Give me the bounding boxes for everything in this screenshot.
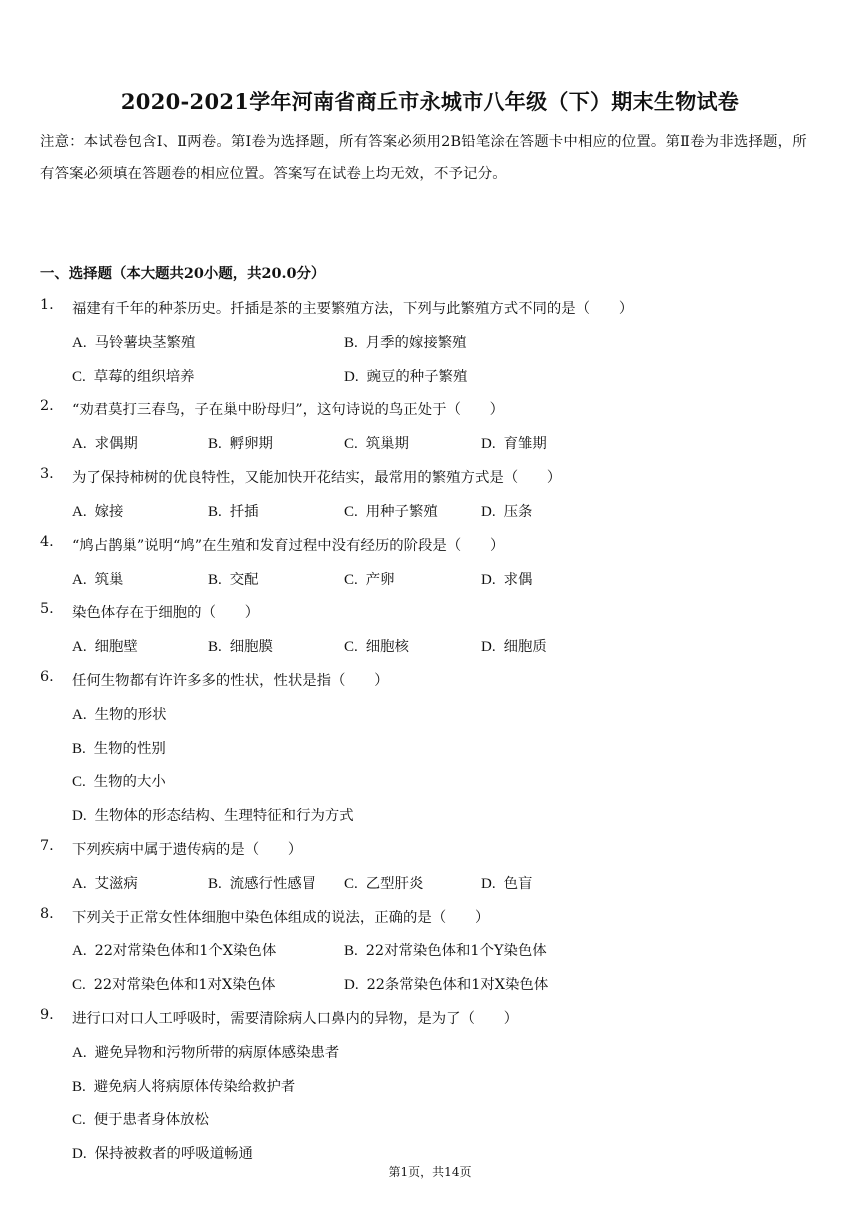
option-b: B. 避免病人将病原体传染给救护者 bbox=[72, 1079, 296, 1095]
option-c: C. 筑巢期 bbox=[344, 436, 409, 452]
question-stem: 进行口对口人工呼吸时，需要清除病人口鼻内的异物，是为了（ ） bbox=[72, 1011, 519, 1027]
option-a: A. 细胞壁 bbox=[72, 639, 138, 655]
option-d: D. 压条 bbox=[481, 504, 533, 520]
question-stem: “劝君莫打三春鸟，子在巢中盼母归”，这句诗说的鸟正处于（ ） bbox=[72, 402, 505, 418]
exam-title: 2020-2021学年河南省商丘市永城市八年级（下）期末生物试卷 bbox=[120, 89, 740, 114]
option-b: B. 月季的嫁接繁殖 bbox=[344, 335, 467, 351]
question-stem: 福建有千年的种茶历史。扦插是茶的主要繁殖方法，下列与此繁殖方式不同的是（ ） bbox=[72, 301, 634, 317]
question-number: 1. bbox=[40, 297, 54, 313]
option-c: C. 细胞核 bbox=[344, 639, 409, 655]
question-number: 6. bbox=[40, 669, 54, 685]
question-number: 7. bbox=[40, 838, 54, 854]
option-d: D. 育雏期 bbox=[481, 436, 547, 452]
option-d: D. 求偶 bbox=[481, 572, 533, 588]
question-stem: “鸠占鹊巢”说明“鸠”在生殖和发育过程中没有经历的阶段是（ ） bbox=[72, 538, 505, 554]
question-number: 9. bbox=[40, 1007, 54, 1023]
option-c: C. 22对常染色体和1对X染色体 bbox=[72, 977, 276, 993]
option-c: C. 产卵 bbox=[344, 572, 395, 588]
option-a: A. 避免异物和污物所带的病原体感染患者 bbox=[72, 1045, 340, 1061]
option-b: B. 流感行性感冒 bbox=[208, 876, 317, 892]
section-heading: 一、选择题（本大题共20小题，共20.0分） bbox=[40, 265, 326, 282]
option-c: C. 便于患者身体放松 bbox=[72, 1112, 209, 1128]
option-b: B. 扦插 bbox=[208, 504, 259, 520]
option-c: C. 生物的大小 bbox=[72, 774, 166, 790]
option-c: C. 用种子繁殖 bbox=[344, 504, 438, 520]
option-b: B. 交配 bbox=[208, 572, 259, 588]
option-b: B. 生物的性别 bbox=[72, 741, 166, 757]
option-c: C. 乙型肝炎 bbox=[344, 876, 424, 892]
option-d: D. 保持被救者的呼吸道畅通 bbox=[72, 1146, 253, 1162]
option-a: A. 生物的形状 bbox=[72, 707, 167, 723]
option-a: A. 求偶期 bbox=[72, 436, 138, 452]
question-stem: 下列疾病中属于遗传病的是（ ） bbox=[72, 842, 303, 858]
option-a: A. 马铃薯块茎繁殖 bbox=[72, 335, 196, 351]
question-stem: 任何生物都有许许多多的性状，性状是指（ ） bbox=[72, 673, 389, 689]
option-b: B. 22对常染色体和1个Y染色体 bbox=[344, 943, 547, 959]
option-d: D. 豌豆的种子繁殖 bbox=[344, 369, 468, 385]
question-number: 8. bbox=[40, 906, 54, 922]
question-number: 4. bbox=[40, 534, 54, 550]
option-b: B. 细胞膜 bbox=[208, 639, 273, 655]
page-footer: 第1页，共14页 bbox=[388, 1165, 472, 1179]
option-d: D. 细胞质 bbox=[481, 639, 547, 655]
question-stem: 染色体存在于细胞的（ ） bbox=[72, 605, 260, 621]
option-b: B. 孵卵期 bbox=[208, 436, 273, 452]
question-stem: 为了保持柿树的优良特性，又能加快开花结实，最常用的繁殖方式是（ ） bbox=[72, 470, 562, 486]
option-a: A. 筑巢 bbox=[72, 572, 124, 588]
question-stem: 下列关于正常女性体细胞中染色体组成的说法，正确的是（ ） bbox=[72, 910, 490, 926]
question-number: 5. bbox=[40, 601, 54, 617]
option-c: C. 草莓的组织培养 bbox=[72, 369, 195, 385]
option-d: D. 色盲 bbox=[481, 876, 533, 892]
exam-notice: 注意：本试卷包含Ⅰ、Ⅱ两卷。第Ⅰ卷为选择题，所有答案必须用2B铅笔涂在答题卡中相应的位置。第Ⅱ卷为非选择题，所有答案必须填在答题卷的相应位置。答案写在试卷上均无效，不予记分。 bbox=[40, 134, 807, 182]
question-number: 3. bbox=[40, 466, 54, 482]
option-a: A. 艾滋病 bbox=[72, 876, 138, 892]
option-a: A. 嫁接 bbox=[72, 504, 124, 520]
question-number: 2. bbox=[40, 398, 54, 414]
option-a: A. 22对常染色体和1个X染色体 bbox=[72, 943, 277, 959]
option-d: D. 22条常染色体和1对X染色体 bbox=[344, 977, 549, 993]
option-d: D. 生物体的形态结构、生理特征和行为方式 bbox=[72, 808, 354, 824]
